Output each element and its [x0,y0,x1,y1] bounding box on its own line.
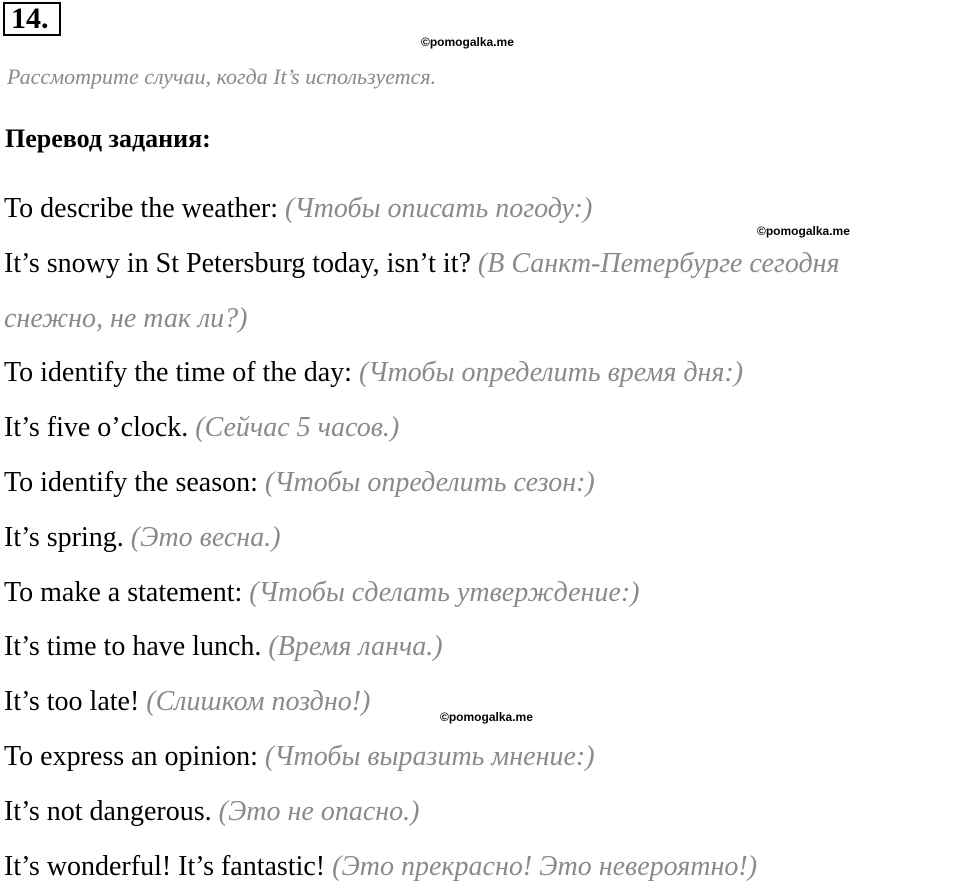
text-line [4,192,592,226]
watermark-bottom: ©pomogalka.me [440,710,533,724]
russian-translation: (Чтобы выразить мнение:) [264,741,595,772]
text-line [4,302,248,336]
english-text: To express an opinion: [4,741,258,772]
translation-heading: Перевод задания: [5,124,211,153]
english-text: It’s snowy in St Petersburg today, isn’t it? [4,248,471,279]
russian-translation: (Слишком поздно!) [146,686,371,717]
text-line [4,685,370,719]
text-line [4,630,443,664]
russian-translation: (Чтобы описать погоду:) [285,193,593,224]
russian-translation: (Чтобы определить время дня:) [358,357,744,388]
english-text: It’s five o’clock. [4,412,189,443]
russian-translation: (Чтобы сделать утверждение:) [249,577,640,608]
russian-translation: (Это прекрасно! Это невероятно!) [332,851,758,882]
english-text: It’s time to have lunch. [4,631,262,662]
russian-translation: снежно, не так ли?) [4,303,248,334]
english-text: It’s too late! [4,686,140,717]
text-line [4,466,595,500]
russian-translation: (Это весна.) [130,522,281,553]
english-text: To identify the time of the day: [4,357,352,388]
text-line [4,521,281,555]
text-line [4,411,399,445]
task-number: 14. [3,2,61,36]
text-line [4,356,743,390]
text-line [4,576,639,610]
task-instruction: Рассмотрите случаи, когда It’s используется. [7,64,437,89]
watermark-top: ©pomogalka.me [421,35,514,49]
english-text: To describe the weather: [4,193,279,224]
text-line [4,247,840,281]
text-line [4,795,419,829]
russian-translation: (В Санкт-Петербурге сегодня [477,248,840,279]
english-text: It’s spring. [4,522,124,553]
russian-translation: (Сейчас 5 часов.) [195,412,400,443]
russian-translation: (Чтобы определить сезон:) [264,467,595,498]
english-text: It’s not dangerous. [4,796,212,827]
english-text: It’s wonderful! It’s fantastic! [4,851,326,882]
watermark-middle: ©pomogalka.me [757,224,850,238]
english-text: To identify the season: [4,467,258,498]
russian-translation: (Время ланча.) [268,631,443,662]
russian-translation: (Это не опасно.) [218,796,420,827]
text-line [4,850,757,884]
english-text: To make a statement: [4,577,243,608]
text-line [4,740,595,774]
